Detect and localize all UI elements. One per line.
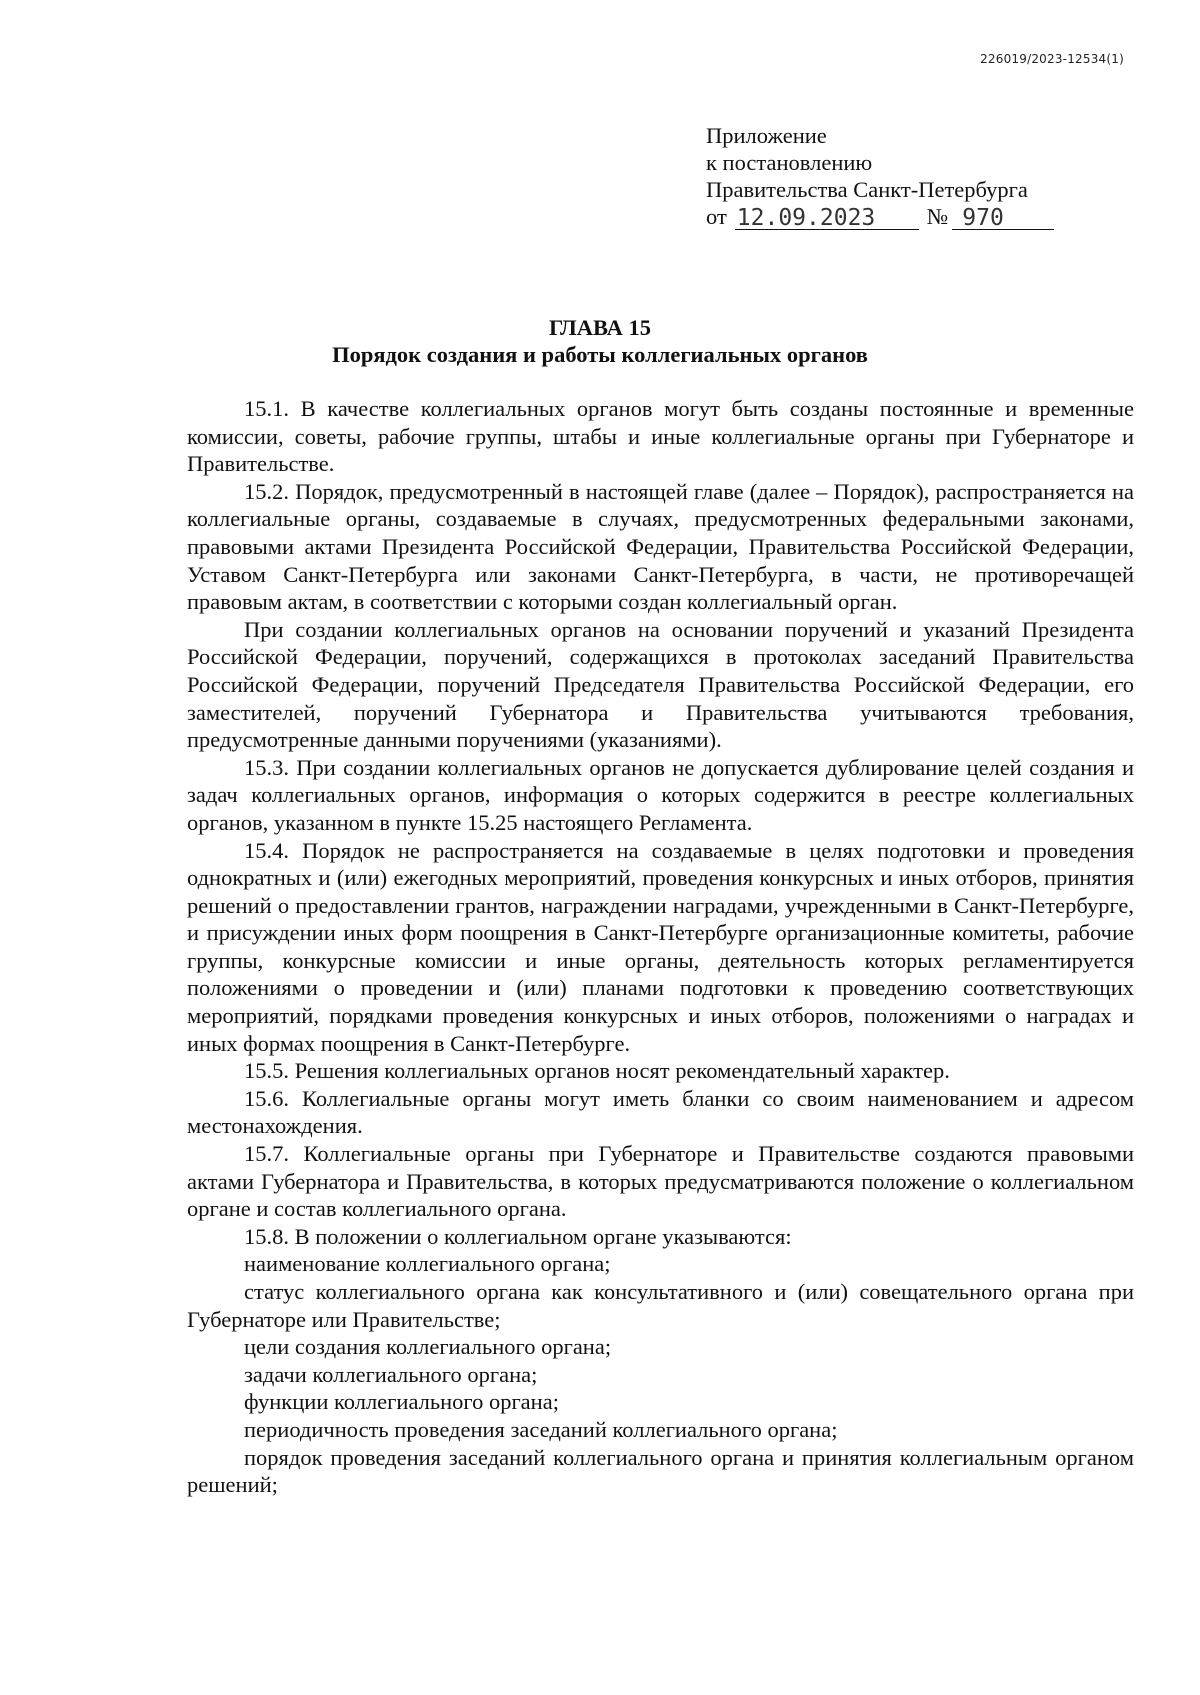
chapter-title: ГЛАВА 15 bbox=[549, 315, 651, 340]
resolution-date: 12.09.2023 bbox=[735, 207, 919, 230]
list-item: наименование коллегиального органа; bbox=[244, 1251, 611, 1277]
list-item: статус коллегиального органа как консультативного и (или) совещательного органа при Губернаторе или Правительстве; bbox=[187, 1279, 1134, 1332]
number-sign: № bbox=[926, 204, 949, 229]
document-registration-number: 226019/2023-12534(1) bbox=[980, 52, 1124, 66]
resolution-number: 970 bbox=[952, 207, 1054, 230]
paragraph-15-7: 15.7. Коллегиальные органы при Губернаторе и Правительстве создаются правовыми актами Губернатора и Правительства, в которых предусматриваются положение о коллегиальном органе и состав коллегиального органа. bbox=[187, 1141, 1134, 1222]
appendix-reference: к постановлению bbox=[706, 150, 873, 175]
paragraph-15-6: 15.6. Коллегиальные органы могут иметь бланки со своим наименованием и адресом местонахождения. bbox=[187, 1085, 1134, 1139]
list-item: функции коллегиального органа; bbox=[244, 1389, 559, 1415]
list-item: периодичность проведения заседаний коллегиального органа; bbox=[244, 1416, 838, 1442]
chapter-subtitle: Порядок создания и работы коллегиальных органов bbox=[332, 342, 868, 367]
appendix-issuer: Правительства Санкт-Петербурга bbox=[706, 177, 1028, 202]
paragraph-15-5: 15.5. Решения коллегиальных органов носят рекомендательный характер. bbox=[244, 1058, 950, 1084]
appendix-date-number-row bbox=[706, 203, 1054, 230]
paragraph-15-2: 15.2. Порядок, предусмотренный в настоящей главе (далее – Порядок), распространяется на коллегиальные органы, создаваемые в случаях, предусмотренных федеральными законами, правовыми актами Президента Российской Федерации, Правительства Российской Федерации, Уставом Санкт-Петербурга или законами Санкт-Петербурга, в части, не противоречащей правовым актам, в соответствии с которыми создан коллегиальный орган. bbox=[187, 478, 1134, 615]
list-item: задачи коллегиального органа; bbox=[244, 1361, 538, 1387]
appendix-title: Приложение bbox=[706, 123, 827, 148]
list-item: цели создания коллегиального органа; bbox=[244, 1334, 612, 1360]
chapter-body bbox=[187, 395, 1134, 1499]
list-item: порядок проведения заседаний коллегиального органа и принятия коллегиальным органом решений; bbox=[187, 1444, 1134, 1498]
paragraph-15-8: 15.8. В положении о коллегиальном органе указываются: bbox=[244, 1223, 792, 1249]
paragraph-15-3: 15.3. При создании коллегиальных органов не допускается дублирование целей создания и задач коллегиальных органов, информация о которых содержится в реестре коллегиальных органов, указанном в пункте 15.25 настоящего Регламента. bbox=[187, 754, 1134, 835]
appendix-block bbox=[706, 122, 1054, 230]
paragraph-15-4: 15.4. Порядок не распространяется на создаваемые в целях подготовки и проведения однократных и (или) ежегодных мероприятий, проведения конкурсных и иных отборов, принятия решений о предоставлении грантов, награждении наградами, учрежденными в Санкт-Петербурге, и присуждении иных форм поощрения в Санкт-Петербурге организационные комитеты, рабочие группы, конкурсные комиссии и иные органы, деятельность которых регламентируется положениями о проведении и (или) планами подготовки к проведению соответствующих мероприятий, порядками проведения конкурсных и иных отборов, положениями о наградах и иных формах поощрения в Санкт-Петербурге. bbox=[187, 837, 1134, 1056]
date-prefix: от bbox=[706, 204, 727, 229]
paragraph-15-2-instructions: При создании коллегиальных органов на основании поручений и указаний Президента Российской Федерации, поручений, содержащихся в протоколах заседаний Правительства Российской Федерации, поручений Председателя Правительства Российской Федерации, его заместителей, поручений Губернатора и Правительства учитываются требования, предусмотренные данными поручениями (указаниями). bbox=[187, 616, 1134, 753]
paragraph-15-1: 15.1. В качестве коллегиальных органов могут быть созданы постоянные и временные комиссии, советы, рабочие группы, штабы и иные коллегиальные органы при Губернаторе и Правительстве. bbox=[187, 396, 1134, 477]
